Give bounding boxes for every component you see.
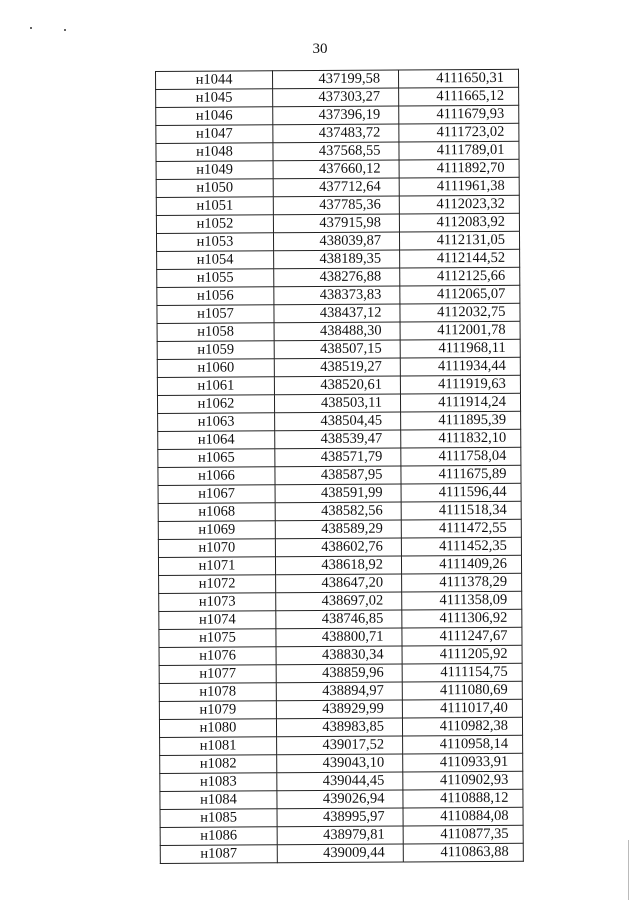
- y-coordinate-cell: 4111358,09: [402, 591, 522, 610]
- table-row: [156, 195, 519, 215]
- point-id-cell: н1046: [156, 107, 273, 126]
- y-coordinate-cell: 4111452,35: [401, 537, 521, 556]
- point-id-cell: н1045: [156, 89, 273, 108]
- point-id-cell: н1083: [160, 773, 277, 792]
- y-coordinate-cell: 4111154,75: [402, 663, 522, 682]
- x-coordinate-cell: 438503,11: [274, 394, 400, 413]
- x-coordinate-cell: 438519,27: [274, 358, 400, 377]
- table-row: [157, 339, 520, 359]
- table-row: [157, 321, 520, 341]
- table-row: [158, 519, 521, 539]
- y-coordinate-cell: 4112065,07: [400, 285, 520, 304]
- table-row: [156, 69, 519, 89]
- y-coordinate-cell: 4111650,31: [398, 69, 518, 88]
- point-id-cell: н1069: [158, 521, 275, 540]
- y-coordinate-cell: 4112083,92: [399, 213, 519, 232]
- table-row: [157, 357, 520, 377]
- point-id-cell: н1082: [160, 755, 277, 774]
- x-coordinate-cell: 438800,71: [276, 628, 402, 647]
- y-coordinate-cell: 4111675,89: [401, 465, 521, 484]
- x-coordinate-cell: 438894,97: [276, 682, 402, 701]
- x-coordinate-cell: 438504,45: [275, 412, 401, 431]
- table-row: [156, 177, 519, 197]
- y-coordinate-cell: 4111758,04: [401, 447, 521, 466]
- point-id-cell: н1084: [160, 791, 277, 810]
- y-coordinate-cell: 4110888,12: [403, 789, 523, 808]
- point-id-cell: н1073: [159, 593, 276, 612]
- point-id-cell: н1062: [157, 395, 274, 414]
- x-coordinate-cell: 437915,98: [273, 214, 399, 233]
- table-row: [160, 771, 523, 791]
- table-row: [157, 303, 520, 323]
- y-coordinate-cell: 4111306,92: [402, 609, 522, 628]
- point-id-cell: н1066: [158, 467, 275, 486]
- x-coordinate-cell: 437199,58: [273, 70, 399, 89]
- scan-speck: [30, 27, 32, 29]
- x-coordinate-cell: 437785,36: [273, 196, 399, 215]
- table-row: [160, 825, 523, 845]
- y-coordinate-cell: 4111017,40: [402, 699, 522, 718]
- y-coordinate-cell: 4111378,29: [402, 573, 522, 592]
- point-id-cell: н1058: [157, 323, 274, 342]
- point-id-cell: н1052: [156, 215, 273, 234]
- x-coordinate-cell: 438039,87: [273, 232, 399, 251]
- y-coordinate-cell: 4111895,39: [401, 411, 521, 430]
- point-id-cell: н1064: [158, 431, 275, 450]
- point-id-cell: н1081: [160, 737, 277, 756]
- x-coordinate-cell: 438602,76: [275, 538, 401, 557]
- x-coordinate-cell: 438983,85: [276, 718, 402, 737]
- x-coordinate-cell: 438520,61: [274, 376, 400, 395]
- point-id-cell: н1080: [159, 719, 276, 738]
- y-coordinate-cell: 4111892,70: [399, 159, 519, 178]
- x-coordinate-cell: 439026,94: [277, 790, 403, 809]
- y-coordinate-cell: 4111409,26: [401, 555, 521, 574]
- y-coordinate-cell: 4110982,38: [402, 717, 522, 736]
- point-id-cell: н1087: [160, 845, 277, 864]
- x-coordinate-cell: 438859,96: [276, 664, 402, 683]
- table-row: [158, 537, 521, 557]
- table-row: [157, 249, 520, 269]
- x-coordinate-cell: 439043,10: [277, 754, 403, 773]
- y-coordinate-cell: 4111934,44: [400, 357, 520, 376]
- point-id-cell: н1053: [156, 233, 273, 252]
- x-coordinate-cell: 438373,83: [274, 286, 400, 305]
- table-row: [160, 789, 523, 809]
- table-row: [158, 465, 521, 485]
- x-coordinate-cell: 437303,27: [273, 88, 399, 107]
- y-coordinate-cell: 4111518,34: [401, 501, 521, 520]
- table-row: [158, 411, 521, 431]
- table-row: [160, 807, 523, 827]
- table-row: [159, 591, 522, 611]
- x-coordinate-cell: 438582,56: [275, 502, 401, 521]
- y-coordinate-cell: 4112125,66: [400, 267, 520, 286]
- x-coordinate-cell: 438647,20: [276, 574, 402, 593]
- point-id-cell: н1061: [157, 377, 274, 396]
- y-coordinate-cell: 4111832,10: [401, 429, 521, 448]
- point-id-cell: н1077: [159, 665, 276, 684]
- page-number: 30: [312, 41, 328, 57]
- table-row: [156, 123, 519, 143]
- table-row: [158, 429, 521, 449]
- point-id-cell: н1071: [158, 557, 275, 576]
- y-coordinate-cell: 4110933,91: [403, 753, 523, 772]
- point-id-cell: н1063: [158, 413, 275, 432]
- y-coordinate-cell: 4111247,67: [402, 627, 522, 646]
- y-coordinate-cell: 4110877,35: [403, 825, 523, 844]
- point-id-cell: н1060: [157, 359, 274, 378]
- y-coordinate-cell: 4110884,08: [403, 807, 523, 826]
- y-coordinate-cell: 4111961,38: [399, 177, 519, 196]
- table-row: [158, 501, 521, 521]
- point-id-cell: н1048: [156, 143, 273, 162]
- coordinates-table: [155, 69, 524, 864]
- y-coordinate-cell: 4111968,11: [400, 339, 520, 358]
- y-coordinate-cell: 4111723,02: [399, 123, 519, 142]
- table-row: [157, 285, 520, 305]
- point-id-cell: н1065: [158, 449, 275, 468]
- point-id-cell: н1079: [159, 701, 276, 720]
- y-coordinate-cell: 4110958,14: [403, 735, 523, 754]
- y-coordinate-cell: 4111596,44: [401, 483, 521, 502]
- table-row: [156, 87, 519, 107]
- x-coordinate-cell: 438488,30: [274, 322, 400, 341]
- point-id-cell: н1057: [157, 305, 274, 324]
- point-id-cell: н1056: [157, 287, 274, 306]
- x-coordinate-cell: 437483,72: [273, 124, 399, 143]
- x-coordinate-cell: 437712,64: [273, 178, 399, 197]
- table-row: [159, 681, 522, 701]
- x-coordinate-cell: 438589,29: [275, 520, 401, 539]
- y-coordinate-cell: 4111205,92: [402, 645, 522, 664]
- point-id-cell: н1059: [157, 341, 274, 360]
- coordinates-table-body: [156, 69, 524, 863]
- table-row: [156, 213, 519, 233]
- x-coordinate-cell: 438618,92: [275, 556, 401, 575]
- y-coordinate-cell: 4111665,12: [399, 87, 519, 106]
- point-id-cell: н1054: [157, 251, 274, 270]
- point-id-cell: н1086: [160, 827, 277, 846]
- y-coordinate-cell: 4112144,52: [400, 249, 520, 268]
- table-row: [158, 483, 521, 503]
- point-id-cell: н1075: [159, 629, 276, 648]
- table-row: [158, 447, 521, 467]
- table-row: [156, 159, 519, 179]
- x-coordinate-cell: 438437,12: [274, 304, 400, 323]
- y-coordinate-cell: 4112023,32: [399, 195, 519, 214]
- y-coordinate-cell: 4111914,24: [400, 393, 520, 412]
- table-row: [159, 717, 522, 737]
- x-coordinate-cell: 438539,47: [275, 430, 401, 449]
- x-coordinate-cell: 438830,34: [276, 646, 402, 665]
- table-row: [156, 231, 519, 251]
- table-row: [160, 753, 523, 773]
- x-coordinate-cell: 438276,88: [274, 268, 400, 287]
- x-coordinate-cell: 438697,02: [276, 592, 402, 611]
- y-coordinate-cell: 4110902,93: [403, 771, 523, 790]
- point-id-cell: н1067: [158, 485, 275, 504]
- x-coordinate-cell: 438746,85: [276, 610, 402, 629]
- point-id-cell: н1055: [157, 269, 274, 288]
- table-row: [159, 699, 522, 719]
- x-coordinate-cell: 438507,15: [274, 340, 400, 359]
- table-row: [160, 843, 523, 863]
- x-coordinate-cell: 437660,12: [273, 160, 399, 179]
- point-id-cell: н1074: [159, 611, 276, 630]
- y-coordinate-cell: 4112001,78: [400, 321, 520, 340]
- x-coordinate-cell: 439017,52: [277, 736, 403, 755]
- table-row: [159, 645, 522, 665]
- x-coordinate-cell: 438587,95: [275, 466, 401, 485]
- point-id-cell: н1047: [156, 125, 273, 144]
- table-row: [156, 141, 519, 161]
- table-row: [159, 663, 522, 683]
- x-coordinate-cell: 438591,99: [275, 484, 401, 503]
- table-row: [157, 375, 520, 395]
- y-coordinate-cell: 4110863,88: [403, 843, 523, 862]
- point-id-cell: н1076: [159, 647, 276, 666]
- point-id-cell: н1044: [156, 71, 273, 90]
- x-coordinate-cell: 439044,45: [277, 772, 403, 791]
- point-id-cell: н1085: [160, 809, 277, 828]
- x-coordinate-cell: 437568,55: [273, 142, 399, 161]
- table-row: [159, 609, 522, 629]
- point-id-cell: н1050: [156, 179, 273, 198]
- x-coordinate-cell: 438189,35: [274, 250, 400, 269]
- table-row: [159, 627, 522, 647]
- x-coordinate-cell: 438995,97: [277, 808, 403, 827]
- table-row: [156, 105, 519, 125]
- x-coordinate-cell: 439009,44: [277, 844, 403, 863]
- table-row: [157, 393, 520, 413]
- y-coordinate-cell: 4112131,05: [399, 231, 519, 250]
- point-id-cell: н1051: [156, 197, 273, 216]
- x-coordinate-cell: 438571,79: [275, 448, 401, 467]
- y-coordinate-cell: 4111472,55: [401, 519, 521, 538]
- point-id-cell: н1070: [158, 539, 275, 558]
- scan-speck: [64, 29, 66, 31]
- x-coordinate-cell: 438979,81: [277, 826, 403, 845]
- point-id-cell: н1049: [156, 161, 273, 180]
- y-coordinate-cell: 4111679,93: [399, 105, 519, 124]
- table-row: [159, 573, 522, 593]
- y-coordinate-cell: 4111080,69: [402, 681, 522, 700]
- x-coordinate-cell: 437396,19: [273, 106, 399, 125]
- point-id-cell: н1072: [159, 575, 276, 594]
- point-id-cell: н1078: [159, 683, 276, 702]
- y-coordinate-cell: 4112032,75: [400, 303, 520, 322]
- scan-edge-line: [628, 840, 629, 900]
- y-coordinate-cell: 4111789,01: [399, 141, 519, 160]
- table-row: [160, 735, 523, 755]
- x-coordinate-cell: 438929,99: [276, 700, 402, 719]
- y-coordinate-cell: 4111919,63: [400, 375, 520, 394]
- table-row: [157, 267, 520, 287]
- table-row: [158, 555, 521, 575]
- point-id-cell: н1068: [158, 503, 275, 522]
